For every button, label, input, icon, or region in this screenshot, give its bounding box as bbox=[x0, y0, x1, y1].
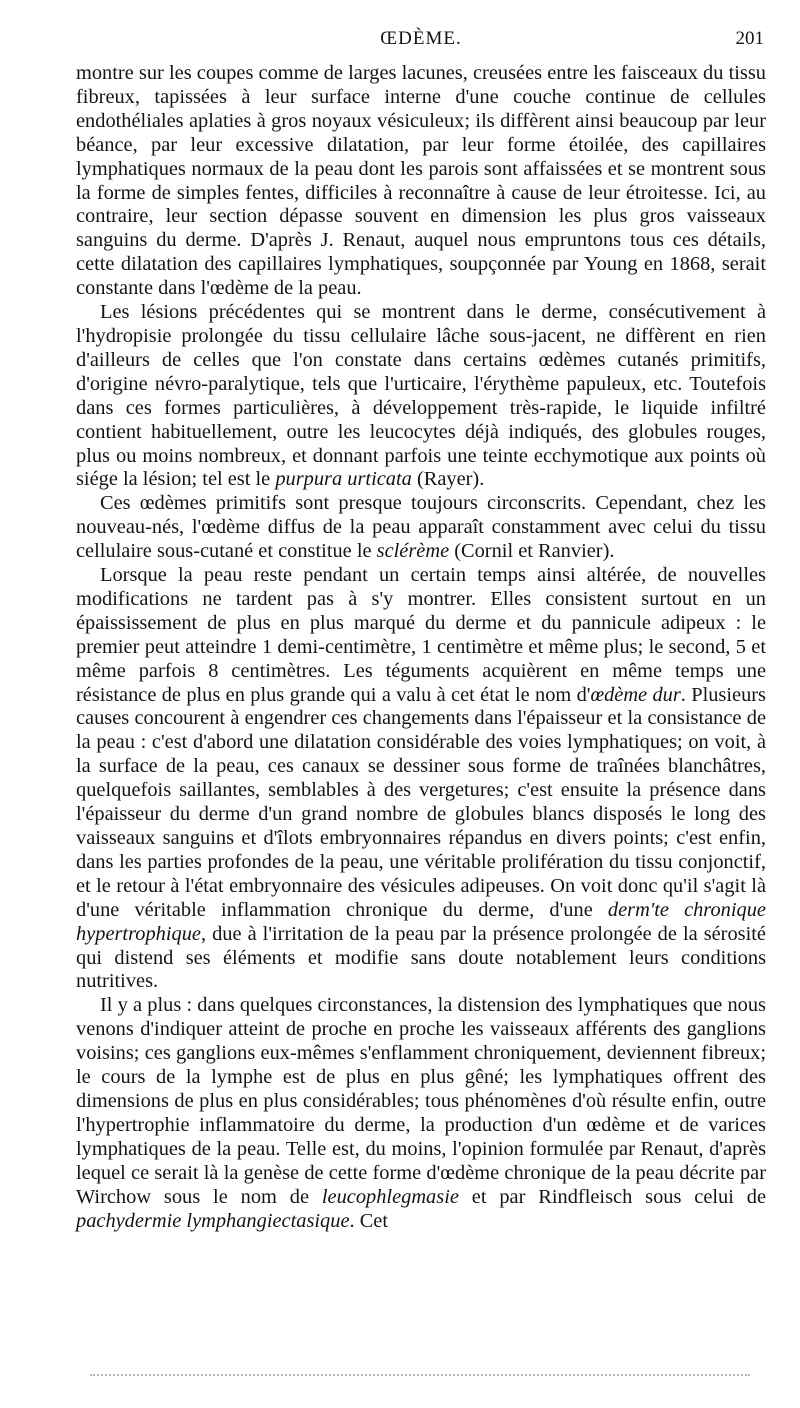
paragraph-5-text-start: Il y a plus : dans quelques circonstances, la distension des lymphatiques que nous venons d'indiquer atteint de proche en proche les vaisseaux afférents des ganglions voisins; ces ganglions eux-mêmes s'enflamment chroniquement, deviennent fibreux; le cours de la lymphe est de plus en plus gêné; les lymphatiques offrent des dimensions de plus en plus considérables; tous phénomènes d'où résulte enfin, outre l'hypertrophie inflammatoire du derme, la production d'un œdème et de varices lymphatiques de la peau. Telle est, du moins, l'opinion formulée par Renaut, d'après lequel ce serait là la genèse de cette forme d'œdème chronique de la peau décrite par Wirchow sous le nom de bbox=[76, 994, 766, 1208]
running-title: ŒDÈME. bbox=[380, 28, 462, 49]
paragraph-4 bbox=[76, 564, 766, 994]
paragraph-2-italic-term: purpura urticata bbox=[275, 468, 412, 491]
paragraph-2-text-start: Les lésions précédentes qui se montrent dans le derme, consécutivement à l'hydropisie prolongée du tissu cellulaire lâche sous-jacent, ne diffèrent en rien d'ailleurs de celles que l'on constate dans certains œdèmes cutanés primitifs, d'origine névro-paralytique, tels que l'urticaire, l'érythème papuleux, etc. Toutefois dans ces formes particulières, à développement très-rapide, le liquide infiltré contient habituellement, outre les leucocytes déjà indiqués, des globules rouges, plus ou moins nombreux, et donnant parfois une teinte ecchymotique aux points où siége la lésion; tel est le bbox=[76, 301, 766, 491]
paragraph-5-text-end: . Cet bbox=[349, 1209, 389, 1232]
body-text bbox=[76, 62, 766, 1233]
paragraph-1-text: montre sur les coupes comme de larges lacunes, creusées entre les faisceaux du tissu fibreux, tapissées à leur surface interne d'une couche continue de cellules endothéliales aplaties à gros noyaux vésiculeux; ils diffèrent ainsi beaucoup par leur béance, par leur excessive dilatation, par leur forme étoilée, des capillaires lymphatiques normaux de la peau dont les parois sont affaissées et se montrent sous la forme de simples fentes, difficiles à reconnaître à cause de leur étroitesse. Ici, au contraire, leur section dépasse souvent en dimension les plus gros vaisseaux sanguins du derme. D'après J. Renaut, auquel nous empruntons tous ces détails, cette dilatation des capillaires lymphatiques, soupçonnée par Young en 1868, serait constante dans l'œdème de la peau. bbox=[76, 62, 766, 300]
page-number: 201 bbox=[735, 28, 764, 49]
scan-bleed-through bbox=[90, 1374, 750, 1376]
paragraph-1 bbox=[76, 62, 766, 301]
paragraph-4-italic-term-2: derm'te chronique hypertrophique bbox=[76, 898, 766, 945]
page-header bbox=[76, 22, 766, 62]
paragraph-5-italic-term-2: pachydermie lymphangiectasique bbox=[76, 1209, 350, 1232]
paragraph-2 bbox=[76, 301, 766, 492]
paragraph-3 bbox=[76, 492, 766, 564]
paragraph-5-italic-term-1: leucophlegmasie bbox=[321, 1185, 459, 1208]
paragraph-4-text-middle: . Plusieurs causes concourent à engendrer ces changements dans l'épaisseur et la consistance de la peau : c'est d'abord une dilatation considérable des voies lymphatiques; on voit, à la surface de la peau, ces canaux se dessiner sous forme de traînées blanchâtres, quelquefois saillantes, semblables à des vergetures; c'est ensuite la présence dans l'épaisseur du derme d'un grand nombre de globules blancs disposés le long des vaisseaux sanguins et d'îlots embryonnaires répandus en divers points; c'est enfin, dans les parties profondes de la peau, une véritable prolifération du tissu conjonctif, et le retour à l'état embryonnaire des vésicules adipeuses. On voit donc qu'il s'agit là d'une véritable inflammation chronique du derme, d'une bbox=[76, 683, 766, 921]
paragraph-2-text-end: (Rayer). bbox=[411, 468, 485, 491]
paragraph-4-text-start: Lorsque la peau reste pendant un certain temps ainsi altérée, de nouvelles modifications ne tardent pas à s'y montrer. Elles consistent surtout en un épaississement de plus en plus marqué du derme et du pannicule adipeux : le premier peut atteindre 1 demi-centimètre, 1 centimètre et même plus; le second, 5 et même parfois 8 centimètres. Les téguments acquièrent en même temps une résistance de plus en plus grande qui a valu à cet état le nom d' bbox=[76, 564, 766, 706]
paragraph-3-text-end: (Cornil et Ranvier). bbox=[449, 540, 615, 563]
paragraph-4-italic-term-1: œdème dur bbox=[590, 683, 681, 706]
paragraph-5-text-middle: et par Rindfleisch sous celui de bbox=[458, 1185, 767, 1208]
paragraph-3-text-start: Ces œdèmes primitifs sont presque toujours circonscrits. Cependant, chez les nouveau-nés, l'œdème diffus de la peau apparaît constamment avec celui du tissu cellulaire sous-cutané et constitue le bbox=[76, 492, 766, 563]
paragraph-5 bbox=[76, 994, 766, 1233]
document-page bbox=[76, 22, 766, 1233]
paragraph-3-italic-term: sclérème bbox=[376, 540, 450, 563]
paragraph-4-text-end: , due à l'irritation de la peau par la présence prolongée de la sérosité qui distend ses éléments et modifie sans doute notablement leurs conditions nutritives. bbox=[76, 922, 766, 993]
